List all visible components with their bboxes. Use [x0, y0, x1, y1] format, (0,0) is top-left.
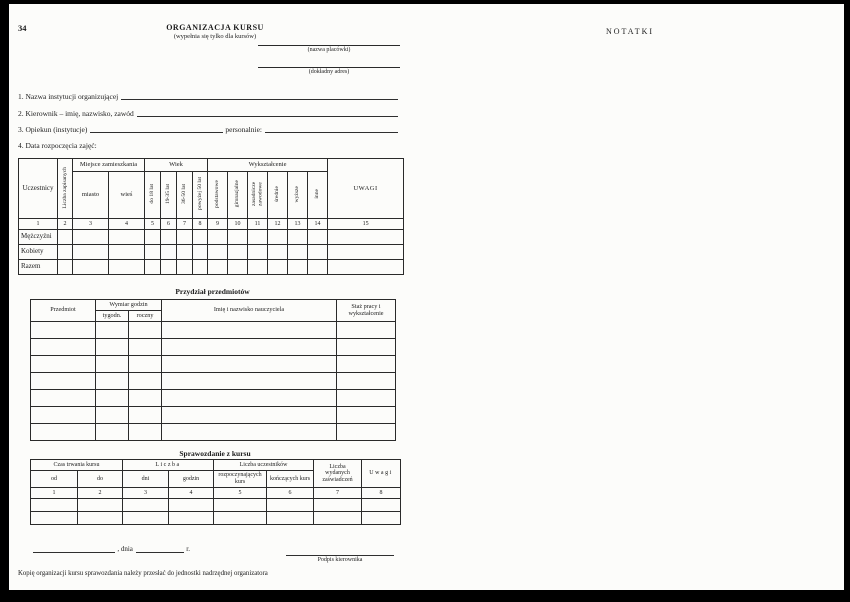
empty-cell: [288, 260, 308, 275]
col-number: 9: [208, 219, 228, 230]
notes-heading: NOTATKI: [606, 27, 655, 36]
empty-cell: [208, 230, 228, 245]
col-header-uczestnicy: Uczestnicy: [19, 159, 58, 219]
table-row: [31, 322, 396, 339]
table-row: [31, 499, 401, 512]
group-header-uczestnikow: Liczba uczestników: [214, 460, 314, 471]
empty-cell: [162, 407, 337, 424]
vertical-label: 36-50 lat: [181, 183, 188, 204]
form-title-block: [60, 23, 370, 40]
vertical-label: do 18 lat: [149, 184, 156, 204]
col-header-19-35: [161, 172, 177, 219]
table-row: [31, 424, 396, 441]
signature-block: [286, 547, 394, 563]
vertical-label: inne: [314, 189, 321, 199]
empty-cell: [337, 424, 396, 441]
col-header-podstawowe: [208, 172, 228, 219]
col-number: 13: [288, 219, 308, 230]
empty-cell: [31, 424, 96, 441]
col-number: 7: [177, 219, 193, 230]
field-manager: [18, 110, 400, 118]
col-number: 2: [58, 219, 73, 230]
report-table: [30, 459, 401, 525]
empty-cell: [193, 260, 208, 275]
form-title: ORGANIZACJA KURSU: [166, 23, 264, 32]
empty-cell: [123, 499, 169, 512]
empty-cell: [96, 339, 129, 356]
empty-cell: [162, 356, 337, 373]
subjects-table: [30, 299, 396, 441]
signature-label: Podpis kierownika: [317, 557, 363, 563]
empty-cell: [73, 230, 109, 245]
row-label: Kobiety: [19, 245, 58, 260]
empty-cell: [362, 512, 401, 525]
group-header-miejsce: Miejsce zamieszkania: [73, 159, 145, 172]
col-number: 5: [214, 488, 267, 499]
empty-cell: [109, 230, 145, 245]
col-number: 3: [73, 219, 109, 230]
empty-cell: [96, 407, 129, 424]
empty-cell: [228, 245, 248, 260]
empty-cell: [58, 245, 73, 260]
empty-cell: [328, 245, 404, 260]
table-row: [31, 373, 396, 390]
column-numbers-row: [31, 488, 401, 499]
empty-cell: [162, 390, 337, 407]
group-header-wiek: Wiek: [145, 159, 208, 172]
field-institution-blank: [121, 98, 398, 100]
col-number: 3: [123, 488, 169, 499]
empty-cell: [308, 260, 328, 275]
row-label: Razem: [19, 260, 58, 275]
group-header-liczba: Liczba: [123, 460, 214, 471]
empty-cell: [96, 322, 129, 339]
col-number: 2: [78, 488, 123, 499]
col-header-nauczyciel: Imię i nazwisko nauczyciela: [162, 300, 337, 322]
column-numbers-row: [19, 219, 404, 230]
col-header-zasadnicze: [248, 172, 268, 219]
empty-cell: [362, 499, 401, 512]
empty-cell: [208, 260, 228, 275]
vertical-label: gimnazjalne: [234, 180, 241, 208]
table-row: [31, 512, 401, 525]
col-number: 4: [169, 488, 214, 499]
col-header-od: od: [31, 471, 78, 488]
empty-cell: [337, 373, 396, 390]
empty-cell: [162, 373, 337, 390]
empty-cell: [162, 322, 337, 339]
empty-cell: [337, 390, 396, 407]
empty-cell: [214, 499, 267, 512]
col-number: 1: [19, 219, 58, 230]
empty-cell: [161, 245, 177, 260]
empty-cell: [337, 356, 396, 373]
empty-cell: [129, 322, 162, 339]
empty-cell: [73, 260, 109, 275]
empty-cell: [177, 230, 193, 245]
col-header-powyzej-50: [193, 172, 208, 219]
empty-cell: [129, 390, 162, 407]
col-number: 8: [362, 488, 401, 499]
empty-cell: [337, 407, 396, 424]
field-caretaker-blank: [90, 131, 223, 133]
col-header-miasto: miasto: [73, 172, 109, 219]
field-manager-blank: [137, 115, 398, 117]
group-header-czas-trwania: Czas trwania kursu: [31, 460, 123, 471]
date-line: [30, 546, 190, 554]
field-start-date: [18, 142, 400, 150]
col-number: 7: [314, 488, 362, 499]
empty-cell: [214, 512, 267, 525]
field-caretaker-label: 3. Opiekun (instytucje): [18, 125, 88, 134]
col-header-godzin: godzin: [169, 471, 214, 488]
empty-cell: [337, 322, 396, 339]
empty-cell: [328, 260, 404, 275]
field-institution-label: 1. Nazwa instytucji organizującej: [18, 92, 119, 101]
dnia-label: , dnia: [117, 545, 133, 553]
empty-cell: [248, 245, 268, 260]
col-header-36-50: [177, 172, 193, 219]
address-line: [258, 66, 400, 68]
empty-cell: [162, 424, 337, 441]
empty-cell: [96, 356, 129, 373]
col-number: 11: [248, 219, 268, 230]
empty-cell: [129, 356, 162, 373]
vertical-label: podstawowe: [214, 179, 221, 208]
field-caretaker: [18, 126, 400, 134]
empty-cell: [78, 499, 123, 512]
empty-cell: [58, 260, 73, 275]
col-header-staz: Staż pracy i wykształcenie: [337, 300, 396, 322]
empty-cell: [161, 260, 177, 275]
col-number: 10: [228, 219, 248, 230]
facility-name-label: (nazwa placówki): [307, 47, 351, 53]
signature-line: [286, 547, 394, 556]
report-table-title: Sprawozdanie z kursu: [179, 449, 251, 458]
empty-cell: [31, 499, 78, 512]
col-header-roczny: roczny: [129, 311, 162, 322]
col-header-rozpoczynajacych: rozpoczynających kurs: [214, 471, 267, 488]
empty-cell: [314, 499, 362, 512]
empty-cell: [123, 512, 169, 525]
table-row: [31, 407, 396, 424]
empty-cell: [109, 245, 145, 260]
empty-cell: [308, 230, 328, 245]
col-number: 1: [31, 488, 78, 499]
col-header-wies: wieś: [109, 172, 145, 219]
personally-blank: [265, 131, 398, 133]
empty-cell: [288, 245, 308, 260]
col-number: 6: [267, 488, 314, 499]
empty-cell: [328, 230, 404, 245]
vertical-label: powyżej 50 lat: [196, 177, 203, 211]
col-header-przedmiot: Przedmiot: [31, 300, 96, 322]
empty-cell: [268, 260, 288, 275]
empty-cell: [96, 390, 129, 407]
empty-cell: [31, 390, 96, 407]
empty-cell: [193, 245, 208, 260]
table-row-total: [19, 260, 404, 275]
empty-cell: [129, 424, 162, 441]
col-number: 6: [161, 219, 177, 230]
subjects-table-title: Przydział przedmiotów: [175, 287, 250, 296]
empty-cell: [129, 339, 162, 356]
col-number: 15: [328, 219, 404, 230]
empty-cell: [78, 512, 123, 525]
facility-name-line: [258, 44, 400, 46]
col-header-liczba-zapisanych: [58, 159, 73, 219]
col-header-uwagi: Uwagi: [362, 460, 401, 488]
table-header-row: [31, 300, 396, 311]
form-subtitle: (wypełnia się tylko dla kursów): [173, 33, 257, 40]
empty-cell: [96, 373, 129, 390]
vertical-label: Liczba zapisanych: [61, 166, 68, 209]
empty-cell: [129, 373, 162, 390]
page-number: 34: [18, 23, 27, 33]
empty-cell: [248, 260, 268, 275]
empty-cell: [31, 512, 78, 525]
col-header-wyzsze: [288, 172, 308, 219]
empty-cell: [208, 245, 228, 260]
date-blank: [136, 551, 184, 553]
copy-note: Kopię organizacji kursu sprawozdania należy przesłać do jednostki nadrzędnej organizatora: [18, 570, 268, 577]
address-label: (dokładny adres): [308, 69, 350, 75]
row-label: Mężczyźni: [19, 230, 58, 245]
col-header-srednie: [268, 172, 288, 219]
table-row-men: [19, 230, 404, 245]
table-row-women: [19, 245, 404, 260]
place-blank: [33, 551, 115, 553]
empty-cell: [31, 339, 96, 356]
table-row: [31, 339, 396, 356]
table-header-row: [19, 159, 404, 172]
col-header-do: do: [78, 471, 123, 488]
empty-cell: [268, 245, 288, 260]
col-header-do18: [145, 172, 161, 219]
col-header-konczacych: kończących kurs: [267, 471, 314, 488]
empty-cell: [145, 230, 161, 245]
empty-cell: [109, 260, 145, 275]
empty-cell: [31, 373, 96, 390]
empty-cell: [169, 512, 214, 525]
empty-cell: [267, 499, 314, 512]
vertical-label: średnie: [274, 185, 281, 202]
col-header-dni: dni: [123, 471, 169, 488]
empty-cell: [145, 260, 161, 275]
empty-cell: [228, 260, 248, 275]
col-header-gimnazjalne: [228, 172, 248, 219]
col-header-uwagi: UWAGI: [328, 159, 404, 219]
vertical-label: 19-35 lat: [165, 183, 172, 204]
empty-cell: [193, 230, 208, 245]
col-header-tygodn: tygodn.: [96, 311, 129, 322]
group-header-wyksztalcenie: Wykształcenie: [208, 159, 328, 172]
empty-cell: [96, 424, 129, 441]
col-header-inne: [308, 172, 328, 219]
empty-cell: [162, 339, 337, 356]
col-number: 5: [145, 219, 161, 230]
empty-cell: [145, 245, 161, 260]
empty-cell: [161, 230, 177, 245]
empty-cell: [169, 499, 214, 512]
field-institution: [18, 93, 400, 101]
field-start-date-label: 4. Data rozpoczęcia zajęć:: [18, 141, 97, 150]
col-number: 12: [268, 219, 288, 230]
empty-cell: [308, 245, 328, 260]
vertical-label: zasadnicze zawodowe: [250, 181, 264, 207]
empty-cell: [31, 356, 96, 373]
empty-cell: [267, 512, 314, 525]
empty-cell: [73, 245, 109, 260]
empty-cell: [268, 230, 288, 245]
empty-cell: [288, 230, 308, 245]
empty-cell: [314, 512, 362, 525]
col-number: 4: [109, 219, 145, 230]
empty-cell: [31, 322, 96, 339]
empty-cell: [177, 245, 193, 260]
field-manager-label: 2. Kierownik – imię, nazwisko, zawód: [18, 109, 134, 118]
col-header-zaswiadczen: Liczba wydanych zaświadczeń: [314, 460, 362, 488]
group-header-wymiar-godzin: Wymiar godzin: [96, 300, 162, 311]
empty-cell: [337, 339, 396, 356]
personally-label: personalnie:: [225, 125, 263, 134]
empty-cell: [228, 230, 248, 245]
empty-cell: [129, 407, 162, 424]
empty-cell: [31, 407, 96, 424]
empty-cell: [248, 230, 268, 245]
vertical-label: wyższe: [294, 185, 301, 203]
participants-table: [18, 158, 404, 275]
table-row: [31, 390, 396, 407]
col-number: 8: [193, 219, 208, 230]
col-number: 14: [308, 219, 328, 230]
empty-cell: [58, 230, 73, 245]
table-row: [31, 356, 396, 373]
r-label: r.: [186, 545, 190, 553]
empty-cell: [177, 260, 193, 275]
table-header-row: [31, 460, 401, 471]
